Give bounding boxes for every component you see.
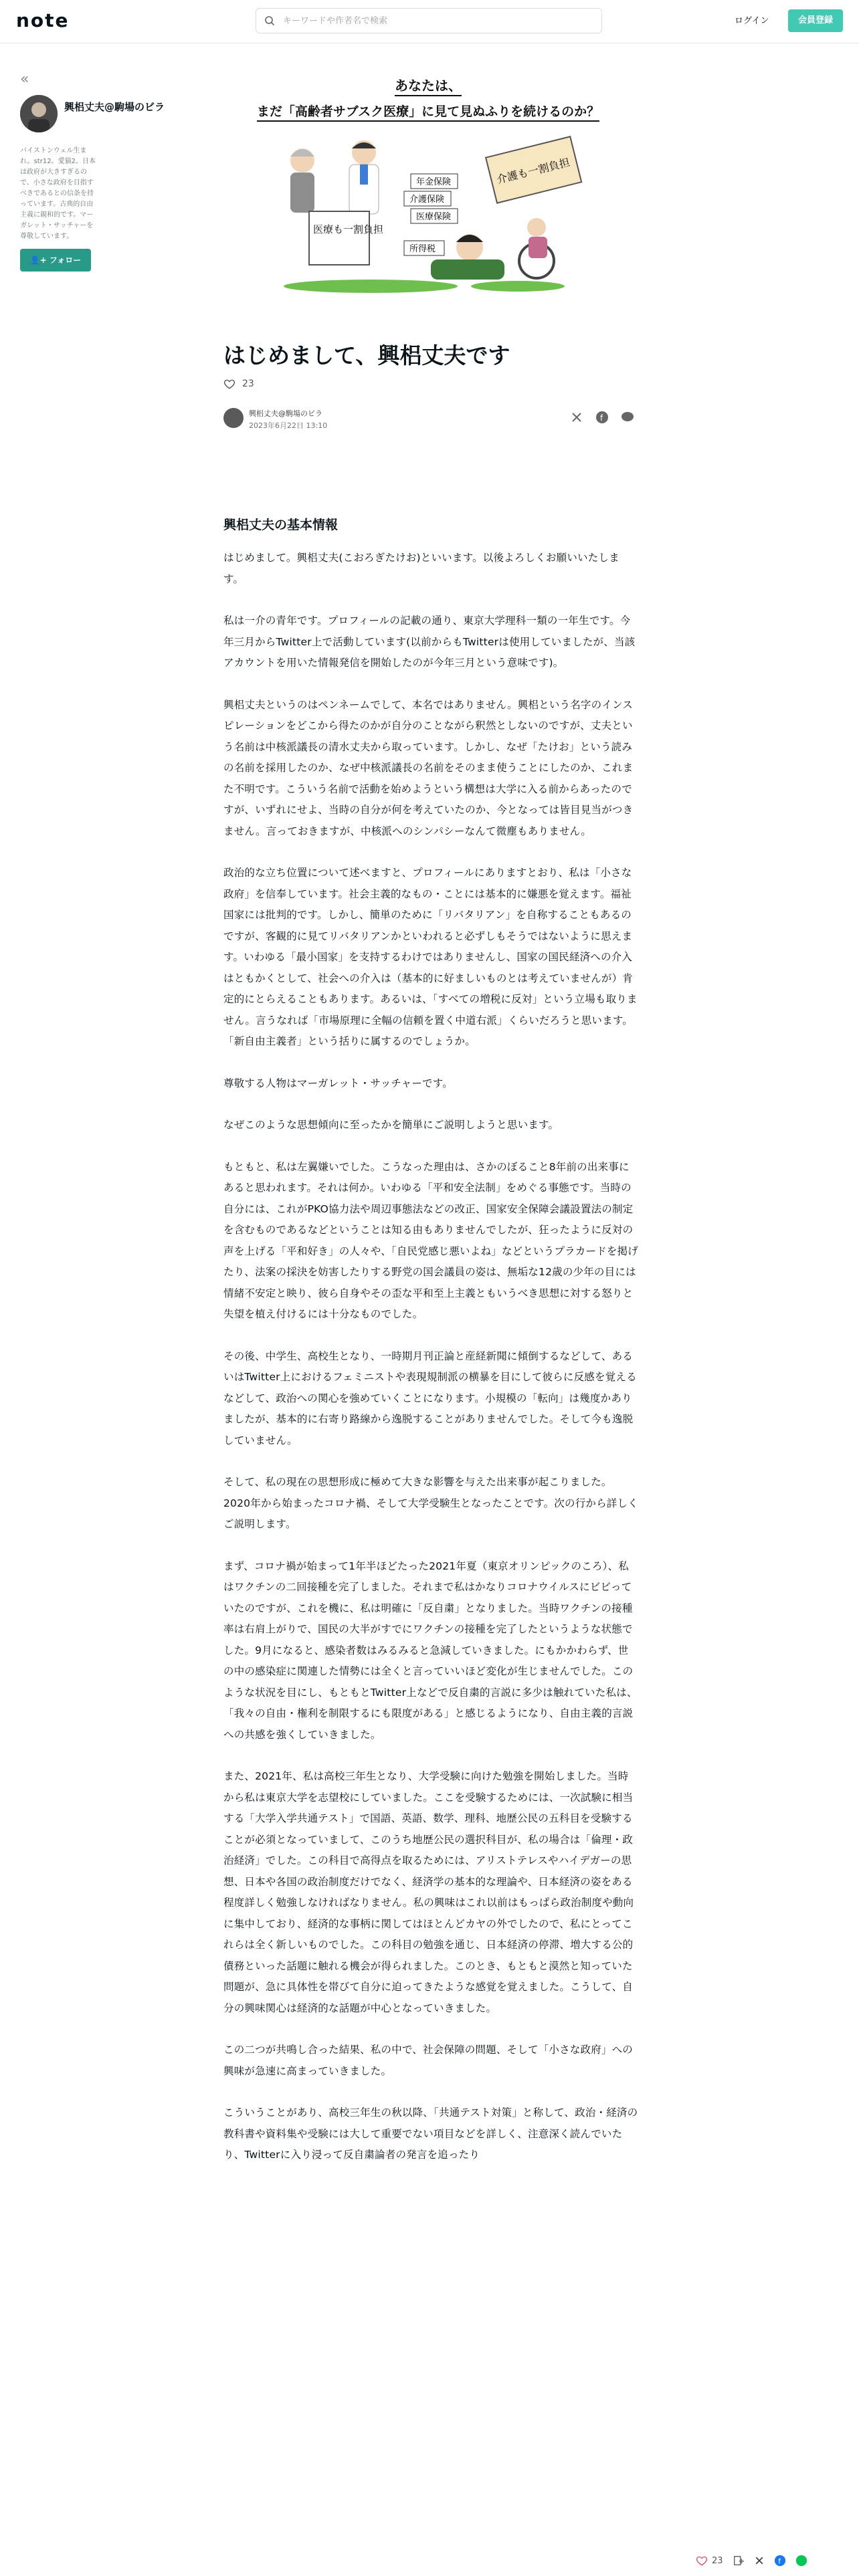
article-body [223, 508, 638, 2187]
byline-avatar[interactable] [223, 408, 244, 428]
hero-illustration [264, 134, 598, 294]
floating-action-bar [696, 2549, 807, 2572]
paragraph: なぜこのような思想傾向に至ったかを簡単にご説明しようと思います。 [223, 1119, 559, 1131]
heart-icon[interactable] [696, 2555, 708, 2567]
byline-date: 2023年6月22日 13:10 [249, 421, 328, 430]
site-header [0, 0, 859, 43]
paragraph: そして、私の現在の思想形成に極めて大きな影響を与えた出来事が起こりました。2020年から始まったコロナ禍、そして大学受験生となったことです。次の行から詳しくご説明します。 [223, 1476, 638, 1530]
paragraph: もともと、私は左翼嫌いでした。こうなった理由は、さかのぼること8年前の出来事にあると思われます。それは何か。いわゆる「平和安全法制」をめぐる事態です。当時の自分には、これがPKO協力法や周辺事態法などの改正、国家安全保障会議設置法の制定を含むものであるなどということは知る由もありませんでしたが、狂ったように反対の声を上げる「平和好き」の人々や、「自民党感じ悪いよね」などというプラカードを掲げたり、法案の採決を妨害したりする野党の国会議員の姿は、無垢な12歳の少年の目には情緒不安定と映り、彼ら自身やその歪な平和至上主義ともいうべき思想に対する怒りと失望を植え付けるには十分なものでした。 [223, 1160, 638, 1320]
tag-income-tax: 所得税 [409, 244, 436, 254]
magazine-add-icon[interactable] [733, 2555, 745, 2567]
tag-care: 介護保険 [409, 195, 445, 205]
hero-heading-line2: まだ「高齢者サブスク医療」に見て見ぬふりを続けるのか？ [223, 102, 633, 120]
paragraph: また、2021年、私は高校三年生となり、大学受験に向けた勉強を開始しました。当時から私は東京大学を志望校にしていました。ここを受験するためには、一次試験に相当する「大学入学共通テスト」で国語、英語、数学、理科、地歴公民の五科目を受験することが必須となっていまして、このうち地歴公民の選択科目が、私の場合は「倫理・政治経済」でした。この科目で高得点を取るためには、アリストテレスやハイデガーの思想、日本や各国の政治制度だけでなく、経済学の基本的な理論や、日本経済の姿をある程度詳しく勉強しなければなりません。私の興味はこれ以前はもっぱら政治制度や動向に集中しており、経済的な事柄に関してはほとんどカヤの外でしたので、私にとってこれらは全く新しいものでした。この科目の勉強を通じ、日本経済の停滞、増大する公的債務といった話題に触れる機会が得られました。このとき、もともと漠然と知っていた問題が、急に具体性を帯びて自分に迫ってきたような感覚を覚えました。こうして、自分の興味関心は経済的な話題が中心となっていきました。 [223, 1770, 634, 2014]
search-input[interactable] [282, 15, 579, 27]
search-icon [264, 15, 275, 26]
facebook-share-icon[interactable] [595, 411, 609, 424]
share-buttons [570, 411, 634, 424]
sign-right-text: 介護も一割負担 [495, 155, 571, 187]
like-row[interactable] [223, 378, 254, 390]
follow-button[interactable] [20, 249, 91, 272]
paragraph: その後、中学生、高校生となり、一時期月刊正論と産経新聞に傾倒するなどして、あるいはTwitter上におけるフェミニストや表現規制派の横暴を目にして彼らに反感を覚えるなどして、政治への関心を強めていくことになります。小規模の「転向」は幾度かありましたが、基本的に右寄り路線から逸脱することがありませんでした。そして今も逸脱していません。 [223, 1350, 637, 1446]
x-share-icon[interactable] [754, 2555, 765, 2566]
paragraph: はじめまして。興梠丈夫(こおろぎたけお)といいます。以後よろしくお願いいたします。 [223, 552, 619, 585]
author-bio: バイストンウェル生まれ。str12、愛猫2。日本は政府が大きすぎるので、小さな政府を目指すべきであるとの信条を持っています。古典的自由主義に親和的です。マーガレット・サッチャーを尊敬しています。 [20, 147, 96, 240]
floating-like-count: 23 [712, 2555, 723, 2566]
line-share-icon[interactable] [795, 2555, 807, 2567]
paragraph: 尊敬する人物はマーガレット・サッチャーです。 [223, 1077, 453, 1089]
paragraph: まず、コロナ禍が始まって1年半ほどたった2021年夏（東京オリンピックのころ）、私はワクチンの二回接種を完了しました。それまで私はかなりコロナウイルスにビビっていたのですが、これを機に、私は明確に「反自粛」となりました。当時ワクチンの接種率は右肩上がりで、国民の大半がすでにワクチンの接種を完了したというような状態でした。9月になると、感染者数はみるみると急減していきました。にもかかわらず、世の中の感染症に関連した情勢には全くと言っていいほど変化が生じませんでした。このような状況を目にし、もともとTwitter上などで反自粛的言説に多少は触れていた私は、「我々の自由・権利を制限するにも限度がある」と感じるようになり、自由主義的言説への共感を強くしていきました。 [223, 1560, 638, 1741]
follow-label: フォロー [49, 255, 82, 265]
paragraph: 政治的な立ち位置について述べますと、プロフィールにありますとおり、私は「小さな政府」を信奉しています。社会主義的なもの・ことには基本的に嫌悪を覚えます。福祉国家には批判的です。しかし、簡単のために「リバタリアン」を自称することもあるのですが、客観的に見てリバタリアンかといわれると必ずしもそうではないように思えます。いわゆる「最小国家」を支持するわけではありませんし、国家の国民経済への介入はともかくとして、社会への介入は（基本的に好ましいものとは考えていませんが）肯定的にとらえることもあります。あるいは、「すべての増税に反対」という立場も取りません。言うなれば「市場原理に全幅の信頼を置く中道右派」くらいだろうと思います。「新自由主義者」という括りに属するのでしょうか。 [223, 867, 638, 1047]
svg-text:f: f [777, 2557, 781, 2566]
section-heading: 興梠丈夫の基本情報 [223, 518, 339, 532]
paragraph: こういうことがあり、高校三年生の秋以降、「共通テスト対策」と称して、政治・経済の教科書や資料集や受験には大して重要でない項目などを詳しく、注意深く読んでいたり、Twitterに入り浸って反自粛論者の発言を追ったり [223, 2107, 638, 2161]
facebook-share-icon[interactable] [774, 2555, 786, 2567]
article-title: はじめまして、興梠丈夫です [223, 342, 510, 368]
heart-icon[interactable] [223, 378, 235, 390]
like-count: 23 [242, 379, 254, 389]
login-link[interactable]: ログイン [735, 16, 769, 26]
paragraph: この二つが共鳴し合った結果、私の中で、社会保障の問題、そして「小さな政府」への興味が急速に高まっていきました。 [223, 2044, 633, 2077]
hero-image [223, 70, 633, 297]
line-share-icon[interactable] [621, 411, 634, 424]
tag-pension: 年金保険 [416, 177, 452, 187]
author-avatar[interactable] [20, 95, 58, 132]
collapse-sidebar-icon[interactable]: « [20, 71, 29, 88]
tag-medical: 医療保険 [416, 212, 452, 222]
sign-left-text: 医療も一割負担 [313, 223, 384, 235]
person-plus-icon: 👤+ [29, 255, 47, 265]
byline-author[interactable]: 興梠丈夫@駒場のビラ [249, 409, 322, 418]
search-box[interactable] [256, 8, 602, 33]
signup-button[interactable]: 会員登録 [788, 9, 843, 32]
paragraph: 興梠丈夫というのはペンネームでして、本名ではありません。興梠という名字のインスピレーションをどこから得たのかが自分のことながら釈然としないのですが、丈夫という名前は中核派議長の清水丈夫から取っています。しかし、なぜ「たけお」という読みの名前を採用したのか、なぜ中核派議長の名前をそのまま使うことにしたのか、これまた不明です。こういう名前で活動を始めようという構想は大学に入る前からあったのですが、いずれにせよ、当時の自分が何を考えていたのか、今となっては皆目見当がつきません。言っておきますが、中核派へのシンパシーなんて微塵もありません。 [223, 698, 634, 837]
note-logo[interactable]: note [16, 9, 70, 31]
paragraph: 私は一介の青年です。プロフィールの記載の通り、東京大学理科一類の一年生です。今年三月からTwitter上で活動しています(以前からもTwitterは使用していましたが、当該アカウントを用いた情報発信を開始したのが今年三月という意味です)。 [223, 615, 636, 669]
author-name[interactable]: 興梠丈夫@駒場のビラ [64, 101, 165, 113]
hero-heading-line1: あなたは、 [223, 75, 633, 94]
svg-text:f: f [600, 413, 603, 423]
x-share-icon[interactable] [570, 411, 583, 424]
